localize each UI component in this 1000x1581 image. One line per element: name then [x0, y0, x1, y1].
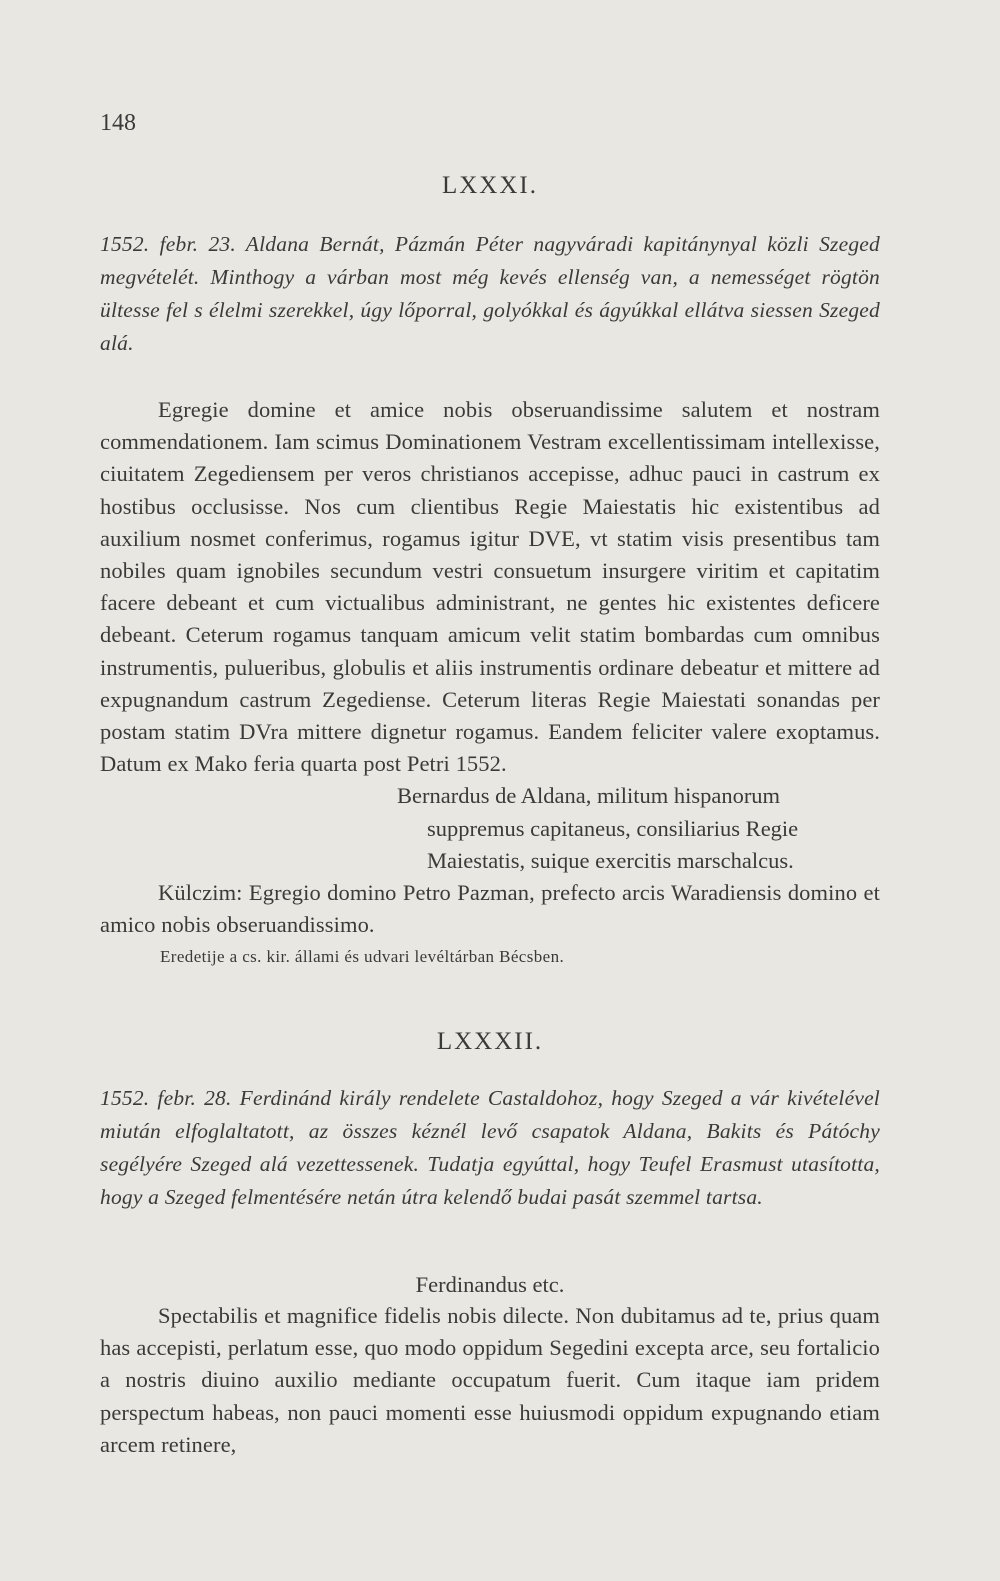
letter-1-body: [100, 394, 880, 967]
page-number: 148: [100, 110, 136, 136]
letter-2-summary: [100, 1082, 880, 1214]
letter-1-source-note: Eredetije a cs. kir. állami és udvari levéltárban Bécsben.: [160, 947, 565, 967]
letter-1-body-text: Egregie domine et amice nobis obseruandissime salutem et nostram commendationem. Iam scimus Dominationem Vestram excellentissimam intellexisse, ciuitatem Zegediensem per veros christianos accepisse, adhuc pauci in castrum ex hostibus occlusisse. Nos cum clientibus Regie Maiestatis hic existentibus ad auxilium nosmet conferimus, rogamus igitur DVE, vt statim visis presentibus tam nobiles quam ignobiles secundum vestri consuetum insurgere viritim et capitatim facere debeant et cum victualibus administrant, ne gentes hic existentes deficere debeant. Ceterum rogamus tanquam amicum velit statim bombardas cum omnibus instrumentis, pulueribus, globulis et aliis instrumentis ordinare debeatur et mittere ad expugnandum castrum Zegediense. Ceterum literas Regie Maiestati sonandas per postam statim DVra mittere dignetur rogamus. Eandem feliciter valere exoptamus. Datum ex Mako feria quarta post Petri 1552.: [100, 397, 880, 777]
letter-2-salutation: Ferdinandus etc.: [415, 1272, 565, 1297]
letter-1-signature: [397, 780, 880, 877]
signature-line: Maiestatis, suique exercitis marschalcus.: [427, 847, 794, 873]
letter-2-numeral: LXXXII.: [436, 1028, 544, 1055]
letter-2-body-text: Spectabilis et magnifice fidelis nobis dilecte. Non dubitamus ad te, prius quam has accepisti, perlatum esse, quo modo oppidum Segedini excepta arce, seu fortalicio a nostris diuino auxilio mediante occupatum fuerit. Cum itaque iam pridem perspectum habeas, non pauci momenti esse huiusmodi oppidum expugnando etiam arcem retinere,: [100, 1303, 880, 1457]
letter-1-address: Külczim: Egregio domino Petro Pazman, prefecto arcis Waradiensis domino et amico nobis obseruandissimo.: [100, 880, 880, 938]
letter-1-summary-text: 1552. febr. 23. Aldana Bernát, Pázmán Péter nagyváradi kapitánynyal közli Szeged megvételét. Minthogy a várban most még kevés ellenség van, a nemességet rögtön ültesse fel s élelmi szerekkel, úgy lőporral, golyókkal és ágyúkkal ellátva siessen Szeged alá.: [100, 232, 880, 355]
letter-2-summary-text: 1552. febr. 28. Ferdinánd király rendelete Castaldohoz, hogy Szeged a vár kivételével miután elfoglaltatott, az összes kéznél levő csapatok Aldana, Bakits és Pátóchy segélyére Szeged alá vezettessenek. Tudatja egyúttal, hogy Teufel Erasmust utasította, hogy a Szeged felmentésére netán útra kelendő budai pasát szemmel tartsa.: [100, 1086, 880, 1209]
letter-2-body: [100, 1300, 880, 1461]
signature-line: Bernardus de Aldana, militum hispanorum: [397, 783, 781, 809]
letter-1-summary: [100, 228, 880, 360]
signature-line: suppremus capitaneus, consiliarius Regie: [427, 815, 799, 841]
letter-1-numeral: LXXXI.: [441, 172, 538, 199]
